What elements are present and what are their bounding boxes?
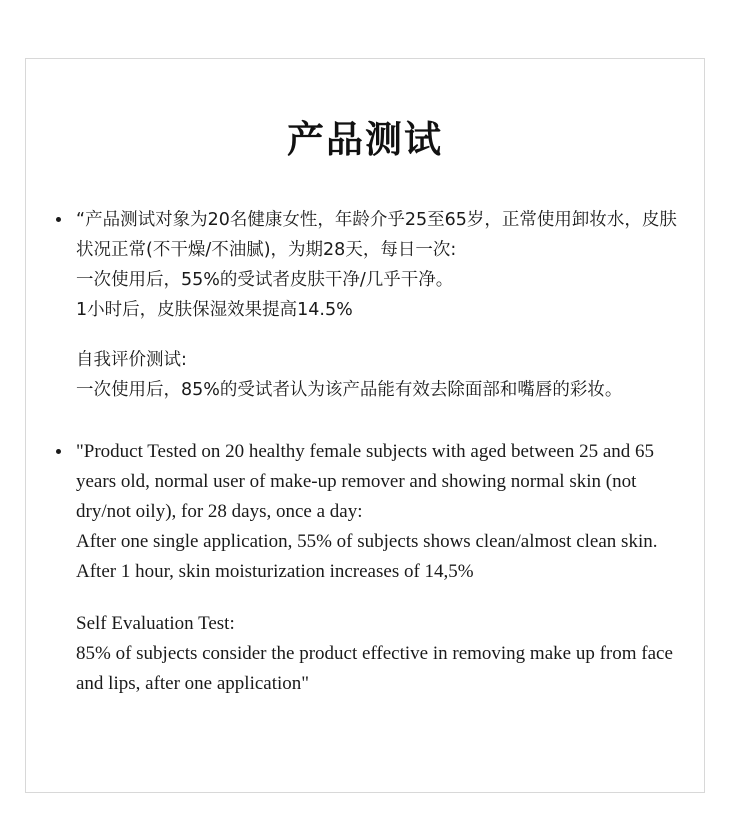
page-title: 产品测试 xyxy=(287,117,443,161)
paragraph: 85% of subjects consider the product effective in removing make up from face and lips, after one application" xyxy=(76,643,673,695)
paragraph: After 1 hour, skin moisturization increases of 14,5% xyxy=(76,561,474,583)
paragraph: 一次使用后，85%的受试者认为该产品能有效去除面部和嘴唇的彩妆。 xyxy=(76,380,623,401)
bullet-item-chinese xyxy=(48,205,686,405)
document-page xyxy=(25,58,705,793)
paragraph: Self Evaluation Test: xyxy=(76,613,235,635)
document-body xyxy=(26,205,704,699)
paragraph: “产品测试对象为20名健康女性，年龄介乎25至65岁，正常使用卸妆水，皮肤状况正常(不干燥/不油腻)，为期28天，每日一次: xyxy=(76,210,677,261)
paragraph: After one single application, 55% of subjects shows clean/almost clean skin. xyxy=(76,531,658,553)
paragraph: 自我评价测试: xyxy=(76,350,187,371)
paragraph: "Product Tested on 20 healthy female subjects with aged between 25 and 65 years old, normal user of make-up remover and showing normal skin (not dry/not oily), for 28 days, once a day: xyxy=(76,441,655,523)
paragraph: 1小时后，皮肤保湿效果提高14.5% xyxy=(76,300,353,321)
bullet-item-english xyxy=(48,437,686,699)
paragraph: 一次使用后，55%的受试者皮肤干净/几乎干净。 xyxy=(76,270,454,291)
